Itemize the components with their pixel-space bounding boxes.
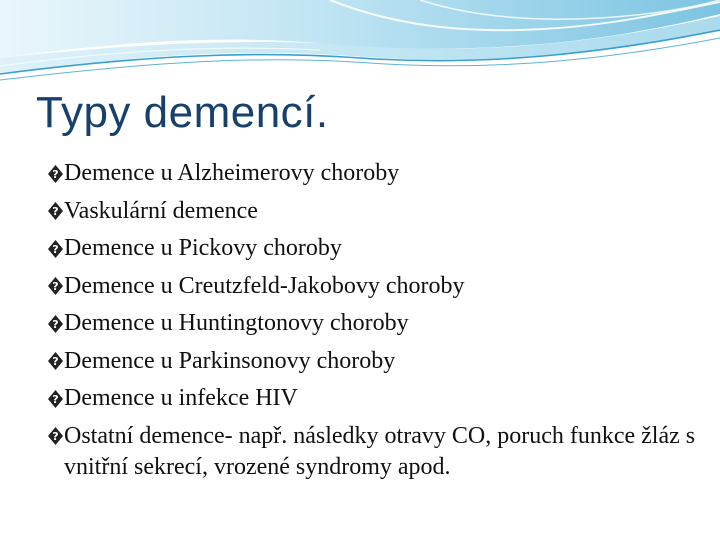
missing-glyph-icon xyxy=(47,276,64,296)
bullet-text: Demence u Parkinsonovy choroby xyxy=(64,347,396,374)
bullet-item xyxy=(47,193,707,231)
bullet-text: Vaskulární demence xyxy=(64,197,258,224)
missing-glyph-icon xyxy=(47,239,64,259)
bullet-text: Demence u Creutzfeld-Jakobovy choroby xyxy=(64,272,465,299)
bullet-text: Demence u Alzheimerovy choroby xyxy=(64,160,400,186)
missing-glyph-icon xyxy=(47,164,64,184)
bullet-item xyxy=(47,343,707,381)
bullet-item xyxy=(47,155,707,193)
bullet-item xyxy=(47,230,707,268)
svg-text:?: ? xyxy=(52,205,59,219)
bullet-text: Demence u Huntingtonovy choroby xyxy=(64,310,409,336)
svg-text:?: ? xyxy=(52,392,59,406)
bullet-item xyxy=(47,380,707,418)
slide-title: Typy demencí. xyxy=(36,88,329,137)
bullet-text: Demence u Pickovy choroby xyxy=(64,235,342,261)
bullet-list xyxy=(47,155,707,483)
bullet-text: Ostatní demence- např. následky otravy CO, poruch funkce žláz s vnitřní sekrecí, vrozené syndromy apod. xyxy=(64,422,696,480)
svg-text:?: ? xyxy=(52,355,59,369)
bullet-item xyxy=(47,421,707,483)
missing-glyph-icon xyxy=(47,389,64,409)
bullet-text: Demence u infekce HIV xyxy=(64,385,298,411)
missing-glyph-icon xyxy=(47,426,64,446)
missing-glyph-icon xyxy=(47,351,64,371)
svg-text:?: ? xyxy=(52,280,59,294)
svg-text:?: ? xyxy=(52,167,59,181)
header-wave-decoration xyxy=(0,0,720,95)
bullet-item xyxy=(47,268,707,306)
missing-glyph-icon xyxy=(47,201,64,221)
svg-text:?: ? xyxy=(52,429,59,443)
svg-text:?: ? xyxy=(52,242,59,256)
bullet-item xyxy=(47,305,707,343)
missing-glyph-icon xyxy=(47,314,64,334)
svg-text:?: ? xyxy=(52,317,59,331)
